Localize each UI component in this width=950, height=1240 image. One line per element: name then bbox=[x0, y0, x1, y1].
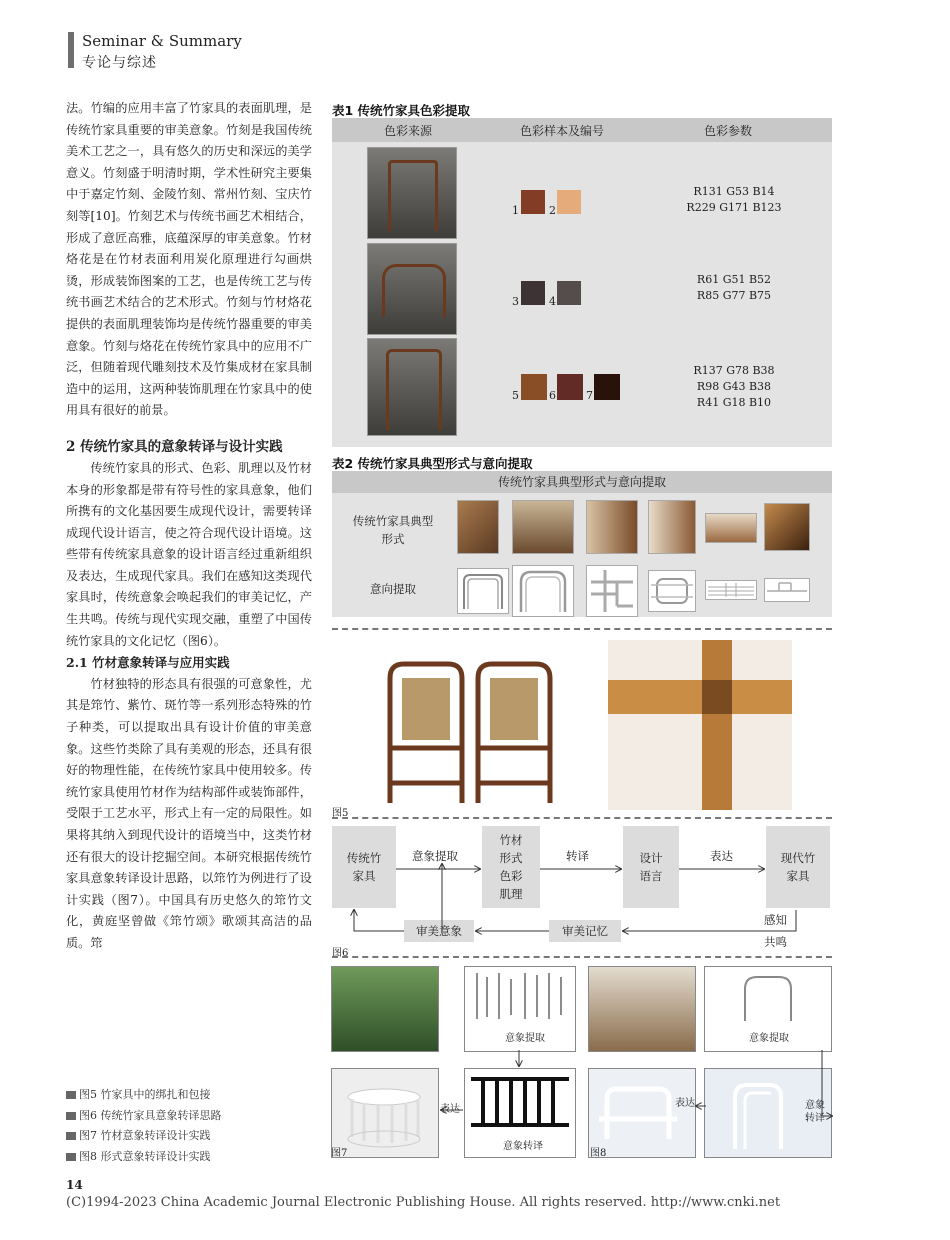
copyright-footer: (C)1994-2023 China Academic Journal Electronic Publishing House. All rights reserved. http://www.cnki.net bbox=[66, 1195, 781, 1210]
extract-thumb-6 bbox=[764, 578, 810, 602]
fig7-label: 图7 bbox=[331, 1148, 348, 1159]
fig8-table-photo bbox=[588, 966, 696, 1052]
swatch-number: 2 bbox=[549, 204, 556, 217]
table2-row2-label: 意向提取 bbox=[370, 582, 416, 596]
divider-dashed bbox=[332, 628, 832, 630]
flow-label-perceive: 感知 bbox=[764, 913, 787, 927]
caption-item: 图8 形式意象转译设计实践 bbox=[66, 1147, 222, 1168]
swatch-number: 1 bbox=[512, 204, 519, 217]
fig5-joint-photo bbox=[608, 640, 792, 810]
extract-thumb-5 bbox=[705, 580, 757, 600]
form-thumb-1 bbox=[457, 500, 499, 554]
fig5-chairs-photo bbox=[370, 658, 570, 808]
fig7-translate-panel: 意象转译 bbox=[464, 1068, 576, 1158]
flow-box-modern: 现代竹家具 bbox=[766, 826, 830, 908]
table2-title: 表2 传统竹家具典型形式与意向提取 bbox=[332, 456, 533, 471]
fig8-express-tag: 表达 bbox=[675, 1098, 695, 1109]
divider-dashed bbox=[332, 817, 832, 819]
chair-photo-2 bbox=[367, 243, 457, 335]
fig7-express-tag: 表达 bbox=[440, 1104, 460, 1115]
header-chinese: 专论与综述 bbox=[82, 55, 157, 71]
figure-captions bbox=[66, 1085, 222, 1167]
divider-dashed bbox=[332, 956, 832, 958]
color-swatch-5 bbox=[521, 374, 547, 400]
page-number: 14 bbox=[66, 1178, 83, 1192]
flow-arrows bbox=[332, 820, 832, 950]
header-english: Seminar & Summary bbox=[82, 32, 242, 50]
form-thumb-3 bbox=[586, 500, 638, 554]
fig8-extract-panel: 意象提取 bbox=[704, 966, 832, 1052]
fig7-bamboo-forest-photo bbox=[331, 966, 439, 1052]
extract-thumb-4 bbox=[648, 570, 696, 612]
color-swatch-6 bbox=[557, 374, 583, 400]
swatch-number: 3 bbox=[512, 295, 519, 308]
table1-col-params: 色彩参数 bbox=[704, 124, 753, 138]
form-thumb-6 bbox=[764, 503, 810, 551]
paragraph-3: 竹材独特的形态具有很强的可意象性，尤其是筇竹、紫竹、斑竹等一系列形态特殊的竹子种类，可以提取出具有设计价值的审美意象。这些竹类除了具有美观的形态，还具有很好的物理性能，在传统竹家具中使用较多。传统竹家具使用竹材作为结构部件或装饰部件，受限于工艺水平，形式上有一定的局限性。如果将其纳入到现代设计的语境当中，这类竹材还有很大的设计挖掘空间。本研究根据传统竹家具意象转译设计思路，以筇竹为例进行了设计实践（图7）。中国具有历史悠久的筇竹文化，黄庭坚曾做《筇竹颂》歌颂其高洁的品质。筇 bbox=[66, 676, 312, 950]
body-column bbox=[66, 98, 312, 955]
swatch-number: 7 bbox=[586, 389, 593, 402]
extract-thumb-3 bbox=[586, 565, 638, 617]
fig8-arrows bbox=[694, 1050, 834, 1120]
flow-box-design-language: 设计语言 bbox=[623, 826, 679, 908]
flow-box-aesthetic-image: 审美意象 bbox=[404, 920, 474, 942]
header-bar bbox=[68, 32, 74, 68]
paragraph-1: 法。竹编的应用丰富了竹家具的表面肌理，是传统竹家具重要的审美意象。竹刻是我国传统美术工艺之一，具有悠久的历史和深远的美学意义。竹刻盛于明清时期，学术性研究主要集中于嘉定竹刻、金陵竹刻、常州竹刻、宝庆竹刻等[10]。竹刻艺术与传统书画艺术相结合，形成了意匠高雅，底蕴深厚的审美意象。竹材烙花是在竹材表面利用炭化原理进行勾画烘烫，形成装饰图案的工艺，也是传统工艺与传统书画艺术结合的艺术形式。竹刻与竹材烙花提供的表面肌理装饰均是传统竹器重要的审美意象。竹刻与烙花在传统竹家具中的应用不广泛，但随着现代雕刻技术及竹集成材在家具制造中的运用，这两种装饰肌理在竹家具中的使用具有很好的前景。 bbox=[66, 101, 312, 418]
fig5-label: 图5 bbox=[332, 808, 349, 819]
flow-label-translate: 转译 bbox=[566, 849, 589, 863]
form-thumb-4 bbox=[648, 500, 696, 554]
form-thumb-5 bbox=[705, 513, 757, 543]
color-swatch-7 bbox=[594, 374, 620, 400]
caption-item: 图6 传统竹家具意象转译思路 bbox=[66, 1106, 222, 1127]
form-thumb-2 bbox=[512, 500, 574, 554]
subsection-heading: 2.1 竹材意象转译与应用实践 bbox=[66, 655, 230, 671]
color-swatch-4 bbox=[557, 281, 581, 305]
color-swatch-2 bbox=[557, 190, 581, 214]
flow-label-resonance: 共鸣 bbox=[764, 935, 787, 949]
extract-thumb-1 bbox=[457, 568, 509, 614]
chair-photo-3 bbox=[367, 338, 457, 436]
table1-col-source: 色彩来源 bbox=[384, 124, 433, 138]
fig8-translate-panel: 意象转译 bbox=[704, 1068, 832, 1158]
swatch-number: 6 bbox=[549, 389, 556, 402]
swatch-number: 4 bbox=[549, 295, 556, 308]
section-heading-2: 2 传统竹家具的意象转译与设计实践 bbox=[66, 438, 283, 455]
extract-thumb-2 bbox=[512, 565, 574, 617]
table1-col-sample: 色彩样本及编号 bbox=[520, 124, 605, 138]
color-params-row1: R131 G53 B14 R229 G171 B123 bbox=[686, 185, 782, 214]
table2-header: 传统竹家具典型形式与意向提取 bbox=[332, 471, 832, 493]
color-params-row3: R137 G78 B38 R98 G43 B38 R41 G18 B10 bbox=[693, 364, 775, 409]
paragraph-2: 传统竹家具的形式、色彩、肌理以及竹材本身的形象都是带有符号性的家具意象，他们所携有的文化基因要生成现代设计，需要转译成现代设计语言，使之符合现代设计语境。这些带有传统家具意象的设计语言经过重新组织及表达，生成现代家具。我们在感知这类现代家具时，传统意象会唤起我们的审美记忆，产生共鸣。传统与现代实现交融，重塑了中国传统竹家具的文化记忆（图6）。 bbox=[66, 460, 312, 648]
flow-box-bamboo: 竹材形式色彩肌理 bbox=[482, 826, 540, 908]
fig7-arrows bbox=[437, 1050, 577, 1120]
fig8-label: 图8 bbox=[590, 1148, 607, 1159]
color-swatch-3 bbox=[521, 281, 545, 305]
swatch-number: 5 bbox=[512, 389, 519, 402]
table1-header bbox=[332, 118, 832, 142]
flow-box-traditional: 传统竹家具 bbox=[332, 826, 396, 908]
color-params-row2: R61 G51 B52 R85 G77 B75 bbox=[696, 273, 772, 302]
flow-box-aesthetic-memory: 审美记忆 bbox=[549, 920, 621, 942]
caption-item: 图5 竹家具中的绑扎和包接 bbox=[66, 1085, 222, 1106]
color-swatch-1 bbox=[521, 190, 545, 214]
fig6-label: 图6 bbox=[332, 948, 349, 959]
chair-photo-1 bbox=[367, 147, 457, 239]
fig7-extract-panel: 意象提取 bbox=[464, 966, 576, 1052]
flow-label-extract: 意象提取 bbox=[412, 849, 458, 863]
flow-label-express: 表达 bbox=[710, 849, 733, 863]
caption-item: 图7 竹材意象转译设计实践 bbox=[66, 1126, 222, 1147]
table2-row1-label: 传统竹家具典型形式 bbox=[352, 514, 434, 546]
table1-title: 表1 传统竹家具色彩提取 bbox=[332, 103, 471, 118]
